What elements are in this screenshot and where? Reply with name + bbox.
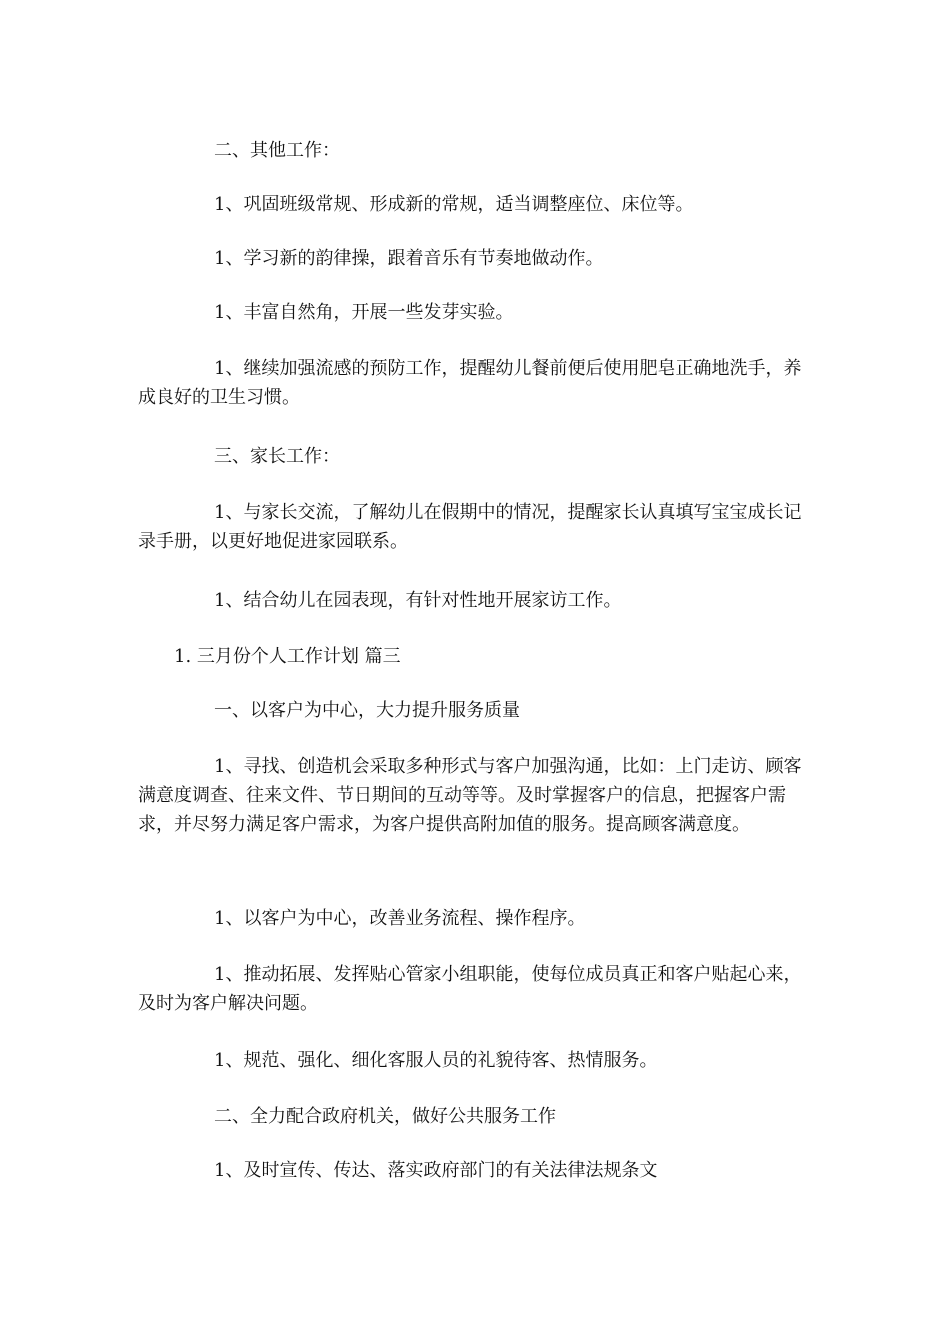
paragraph: 1、结合幼儿在园表现，有针对性地开展家访工作。 bbox=[214, 590, 622, 611]
paragraph: 1、推动拓展、发挥贴心管家小组职能，使每位成员真正和客户贴起心来，及时为客户解决问题。 bbox=[138, 964, 802, 1014]
paragraph: 1、学习新的韵律操，跟着音乐有节奏地做动作。 bbox=[214, 248, 604, 269]
section-heading-customer-center: 一、以客户为中心，大力提升服务质量 bbox=[214, 700, 520, 721]
paragraph: 1、及时宣传、传达、落实政府部门的有关法律法规条文 bbox=[214, 1160, 658, 1181]
paragraph: 1、以客户为中心，改善业务流程、操作程序。 bbox=[214, 908, 586, 929]
section-heading-other-work: 二、其他工作： bbox=[214, 140, 340, 161]
numbered-heading: 1. 三月份个人工作计划 篇三 bbox=[174, 646, 401, 667]
paragraph: 1、丰富自然角，开展一些发芽实验。 bbox=[214, 302, 514, 323]
paragraph: 1、寻找、创造机会采取多种形式与客户加强沟通，比如：上门走访、顾客满意度调查、往来文件、节日期间的互动等等。及时掌握客户的信息，把握客户需求，并尽努力满足客户需求，为客户提供高附加值的服务。提高顾客满意度。 bbox=[138, 756, 802, 835]
section-heading-parent-work: 三、家长工作： bbox=[214, 446, 340, 467]
paragraph: 1、继续加强流感的预防工作，提醒幼儿餐前便后使用肥皂正确地洗手，养成良好的卫生习惯。 bbox=[138, 358, 802, 408]
paragraph: 1、规范、强化、细化客服人员的礼貌待客、热情服务。 bbox=[214, 1050, 658, 1071]
section-heading-public-service: 二、全力配合政府机关，做好公共服务工作 bbox=[214, 1106, 556, 1127]
paragraph: 1、巩固班级常规、形成新的常规，适当调整座位、床位等。 bbox=[214, 194, 694, 215]
paragraph: 1、与家长交流，了解幼儿在假期中的情况，提醒家长认真填写宝宝成长记录手册，以更好地促进家园联系。 bbox=[138, 502, 802, 552]
